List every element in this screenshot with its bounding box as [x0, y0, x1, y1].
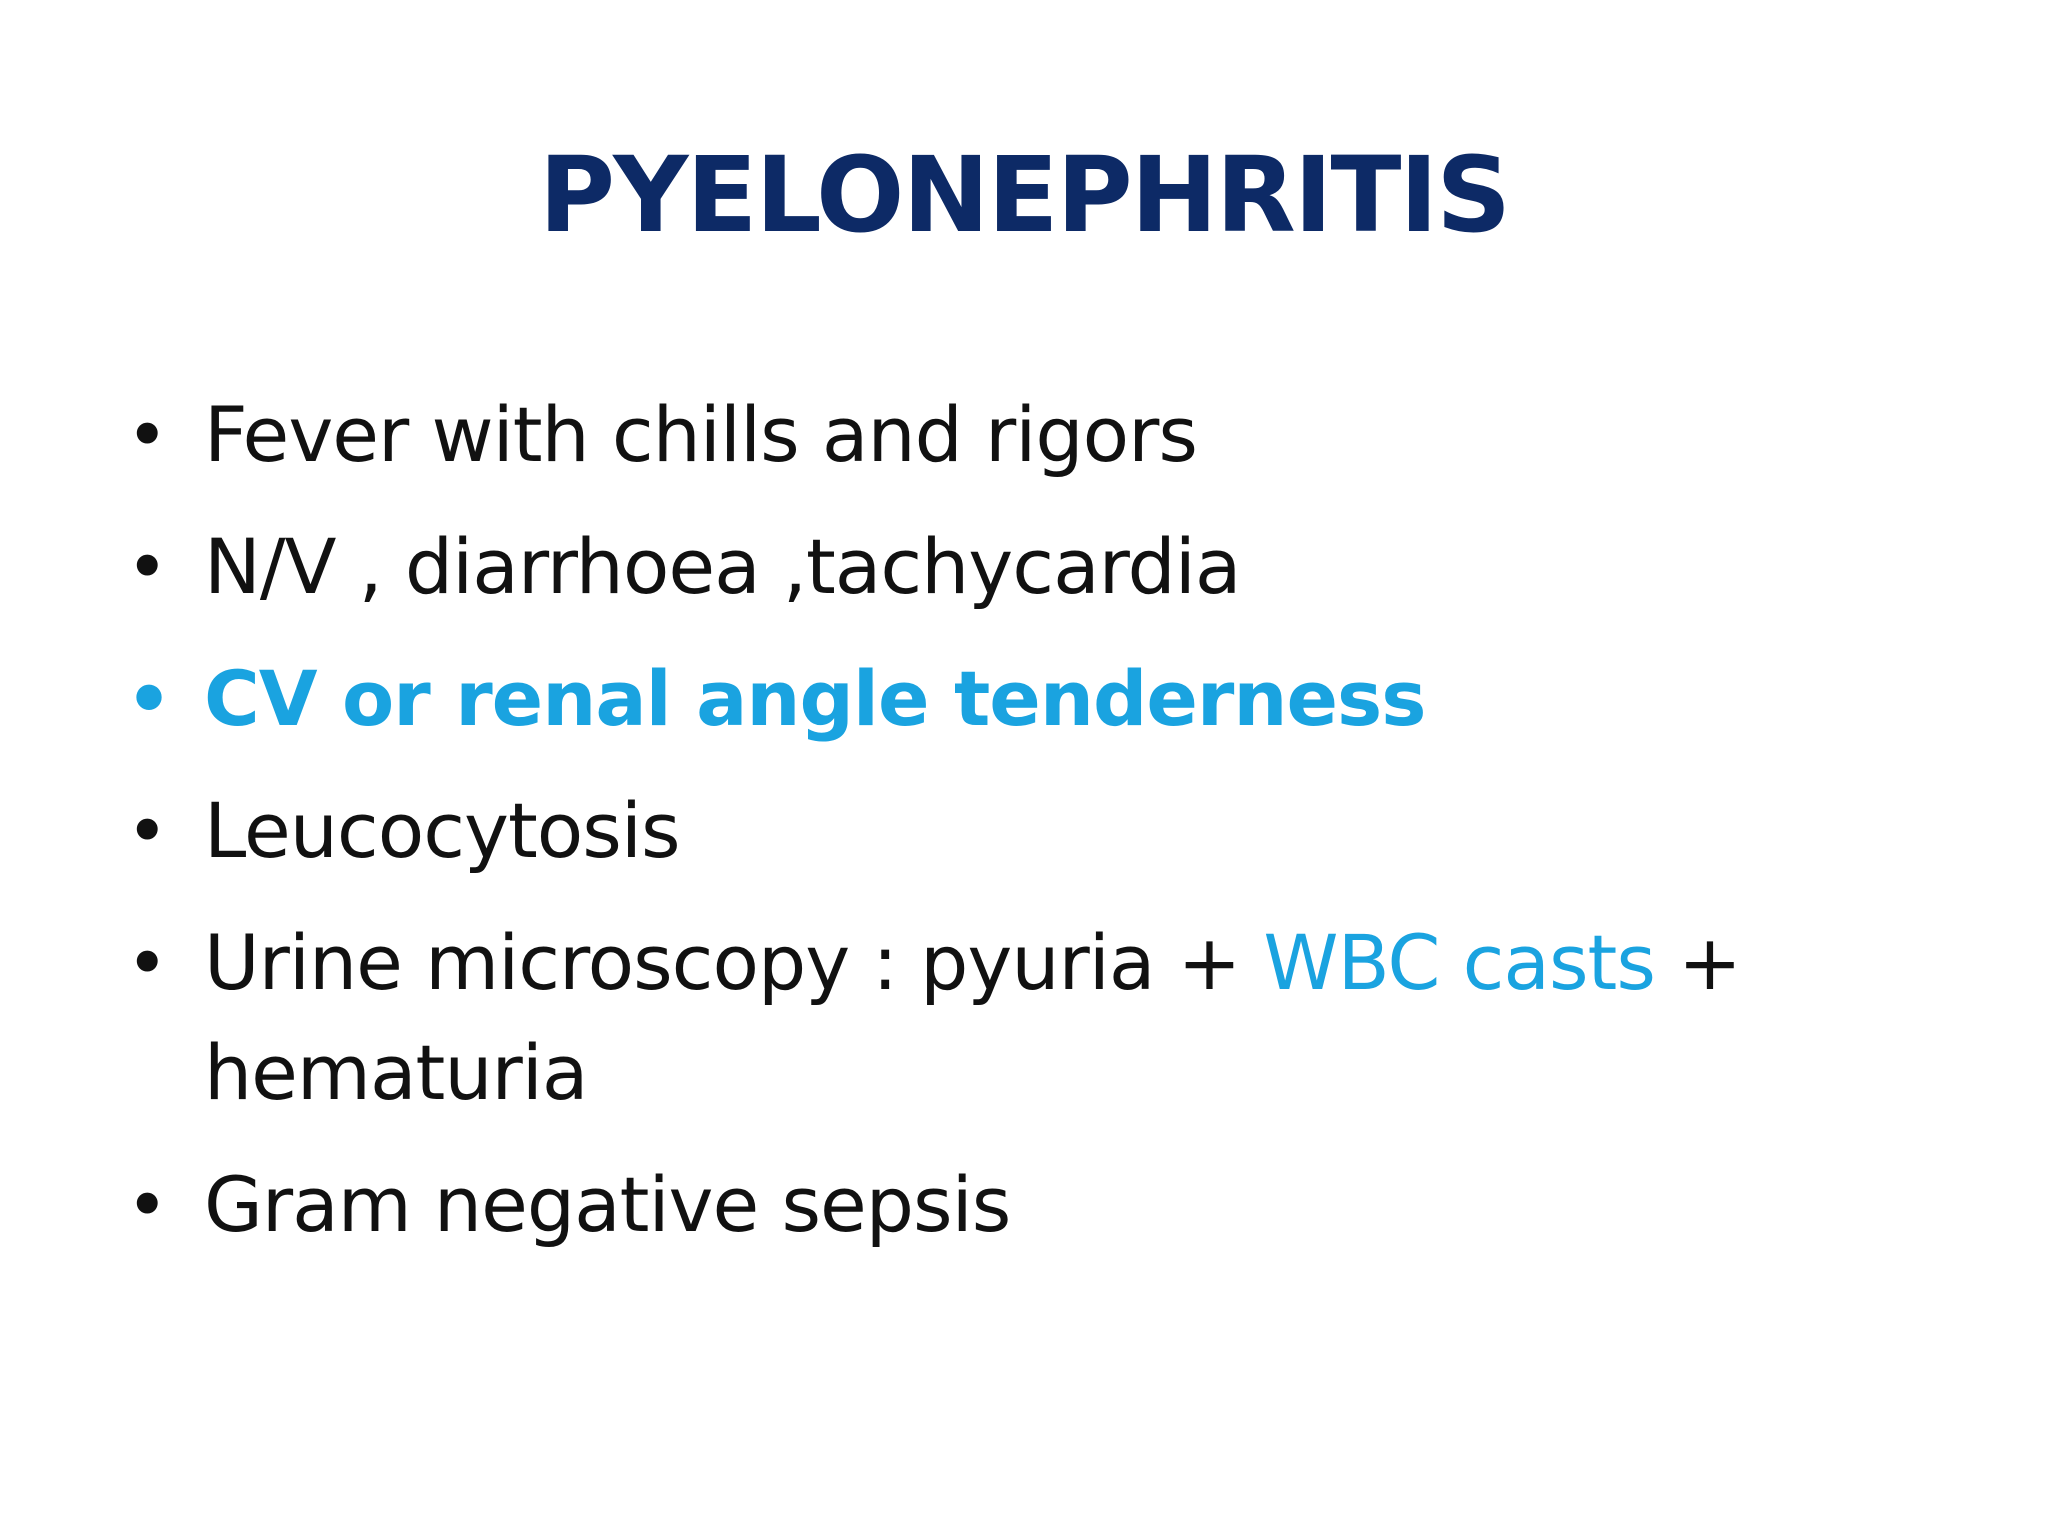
bullet-item — [120, 512, 1980, 622]
bullet-dot-icon: • — [126, 393, 168, 477]
bullet-item — [120, 1150, 1980, 1260]
bullet-dot-icon: • — [126, 657, 172, 741]
bullet-dot-icon: • — [126, 1163, 168, 1247]
bullet-text: Leucocytosis — [204, 786, 680, 875]
bullet-text-part: Urine microscopy : pyuria + — [204, 918, 1264, 1007]
bullet-dot-icon: • — [126, 921, 168, 1005]
bullet-text-accent: WBC casts — [1263, 918, 1655, 1007]
bullet-dot-icon: • — [126, 525, 168, 609]
bullet-item — [120, 380, 1980, 490]
bullet-text: Fever with chills and rigors — [204, 390, 1197, 479]
bullet-dot-icon: • — [126, 789, 168, 873]
bullet-text: N/V , diarrhoea ,tachycardia — [204, 522, 1241, 611]
bullet-text: Gram negative sepsis — [204, 1160, 1011, 1249]
bullet-item-highlighted — [120, 644, 1980, 754]
bullet-item — [120, 776, 1980, 886]
bullet-item — [120, 908, 1980, 1128]
bullet-text: CV or renal angle tenderness — [204, 654, 1426, 743]
bullet-list — [120, 380, 1980, 1282]
slide-title: PYELONEPHRITIS — [538, 134, 1510, 256]
bullet-text-part: + hematuria — [204, 918, 1741, 1117]
